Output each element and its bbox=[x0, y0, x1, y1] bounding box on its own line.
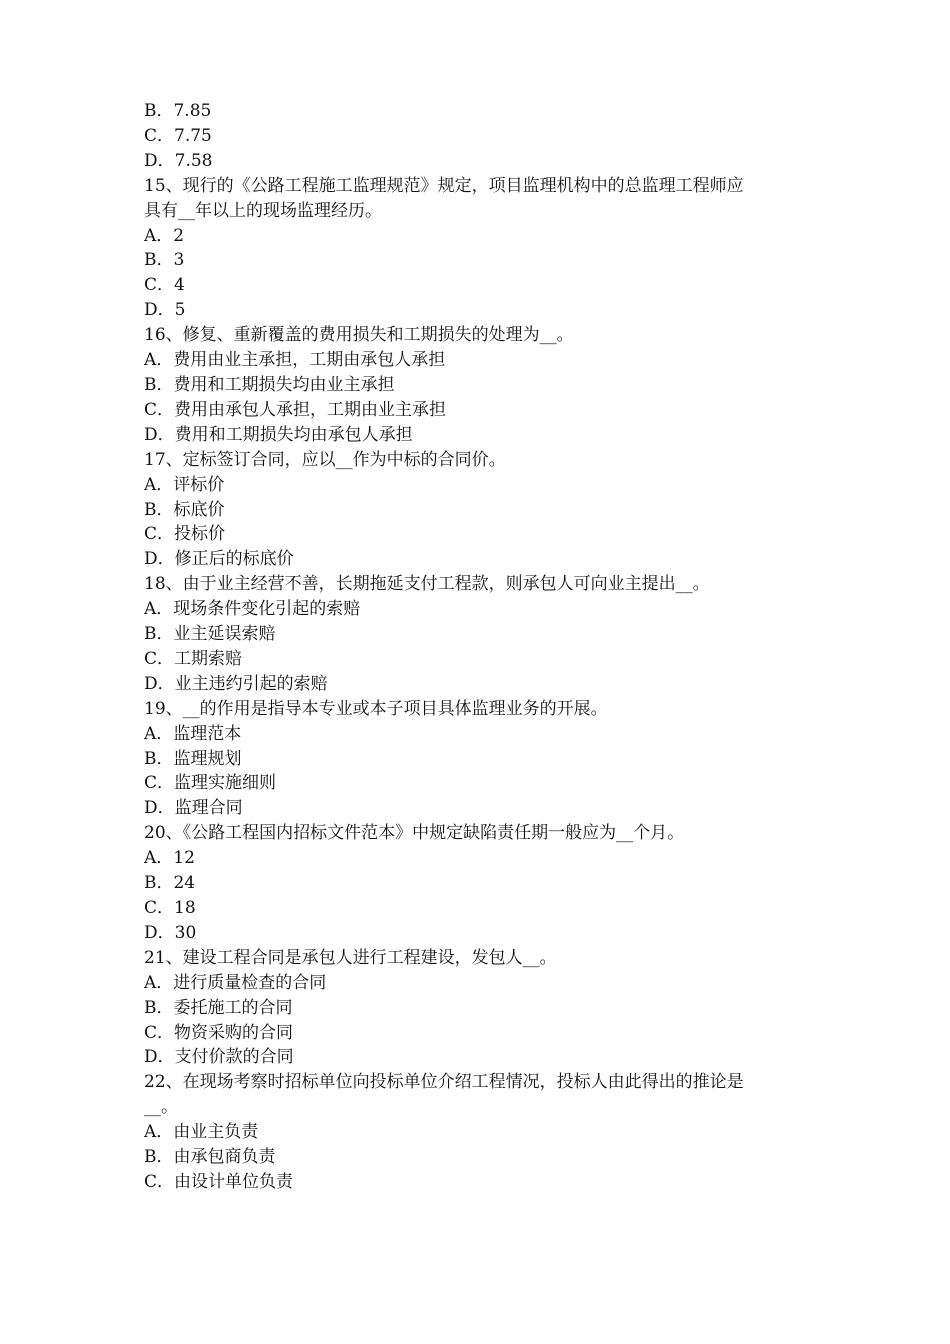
answer-option: B．由承包商负责 bbox=[144, 1147, 276, 1168]
answer-option: D．业主违约引起的索赔 bbox=[144, 673, 328, 694]
answer-option: B．业主延误索赔 bbox=[144, 624, 276, 645]
text-line: 具有__年以上的现场监理经历。 bbox=[144, 200, 382, 221]
answer-option: B．监理规划 bbox=[144, 748, 242, 769]
answer-option: C．物资采购的合同 bbox=[144, 1022, 294, 1043]
answer-option: C．18 bbox=[144, 898, 196, 918]
answer-option: C．工期索赔 bbox=[144, 648, 243, 669]
question-text: 18、由于业主经营不善，长期拖延支付工程款，则承包人可向业主提出__。 bbox=[144, 574, 710, 595]
answer-option: A．12 bbox=[144, 848, 195, 869]
document-page bbox=[144, 99, 824, 1195]
answer-option: C．投标价 bbox=[144, 524, 226, 545]
answer-option: A．费用由业主承担，工期由承包人承担 bbox=[144, 350, 446, 371]
answer-option: B．3 bbox=[144, 250, 185, 271]
answer-option: C．4 bbox=[144, 275, 185, 296]
answer-option: B．委托施工的合同 bbox=[144, 997, 293, 1018]
answer-option: D．5 bbox=[144, 300, 186, 321]
answer-option: D．监理合同 bbox=[144, 798, 243, 819]
question-text: 20、《公路工程国内招标文件范本》中规定缺陷责任期一般应为__个月。 bbox=[144, 823, 685, 844]
answer-option: B．7.85 bbox=[144, 101, 212, 121]
answer-option: B．费用和工期损失均由业主承担 bbox=[144, 374, 395, 395]
answer-option: A．监理范本 bbox=[144, 723, 242, 744]
answer-option: D．支付价款的合同 bbox=[144, 1047, 294, 1068]
answer-option: C．监理实施细则 bbox=[144, 773, 277, 794]
question-text: 22、在现场考察时招标单位向投标单位介绍工程情况，投标人由此得出的推论是 bbox=[144, 1072, 744, 1093]
question-text: 17、定标签订合同，应以__作为中标的合同价。 bbox=[144, 449, 506, 470]
answer-option: A．现场条件变化引起的索赔 bbox=[144, 599, 361, 620]
answer-option: B．24 bbox=[144, 873, 196, 894]
answer-option: C．费用由承包人承担，工期由业主承担 bbox=[144, 399, 447, 420]
answer-option: D．修正后的标底价 bbox=[144, 549, 294, 570]
question-text: 19、__的作用是指导本专业或本子项目具体监理业务的开展。 bbox=[144, 698, 608, 719]
question-text: 21、建设工程合同是承包人进行工程建设，发包人__。 bbox=[144, 947, 557, 968]
answer-option: A．由业主负责 bbox=[144, 1122, 259, 1143]
answer-option: A．进行质量检查的合同 bbox=[144, 972, 327, 993]
question-text: 16、修复、重新覆盖的费用损失和工期损失的处理为__。 bbox=[144, 325, 574, 346]
answer-option: B．标底价 bbox=[144, 499, 225, 520]
answer-option: D．费用和工期损失均由承包人承担 bbox=[144, 424, 413, 445]
answer-option: A．2 bbox=[144, 225, 185, 246]
answer-option: A．评标价 bbox=[144, 474, 225, 495]
text-line: __。 bbox=[144, 1097, 178, 1118]
answer-option: D．7.58 bbox=[144, 150, 213, 171]
answer-option: C．7.75 bbox=[144, 125, 212, 146]
answer-option: D．30 bbox=[144, 922, 197, 943]
answer-option: C．由设计单位负责 bbox=[144, 1171, 294, 1192]
question-text: 15、现行的《公路工程施工监理规范》规定，项目监理机构中的总监理工程师应 bbox=[144, 175, 744, 196]
